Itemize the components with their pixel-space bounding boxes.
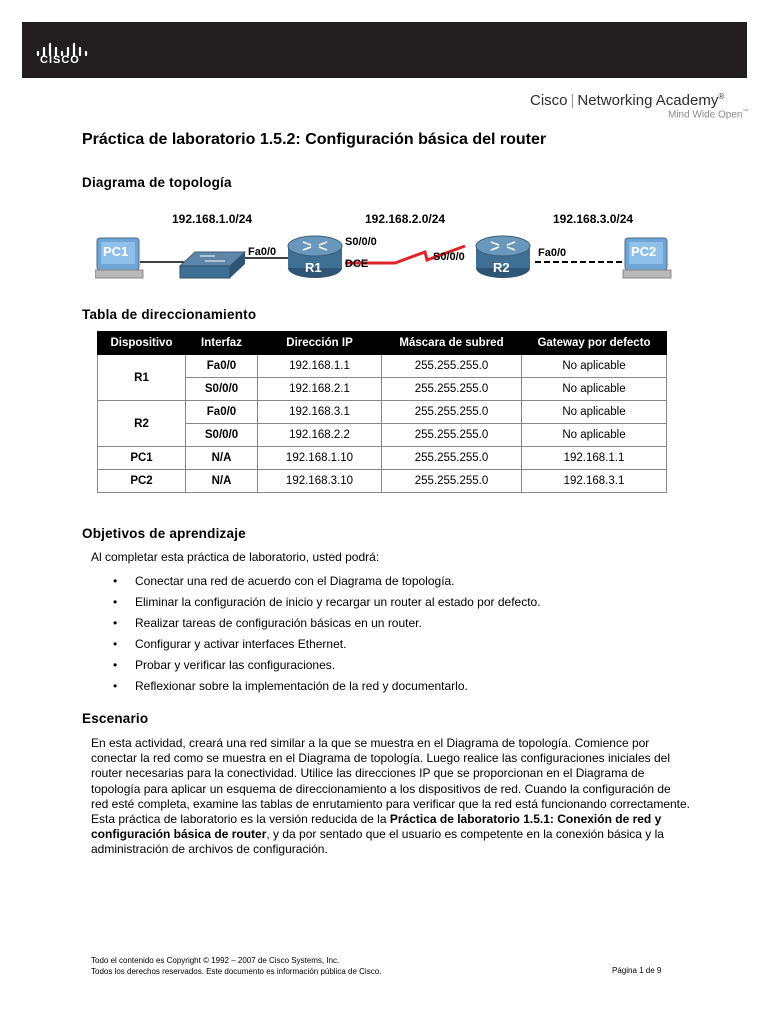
list-item: • Conectar una red de acuerdo con el Diagrama de topología. xyxy=(113,573,541,594)
table-row xyxy=(98,470,667,493)
r1-serial-label: S0/0/0 xyxy=(345,236,377,248)
r1-fa-label: Fa0/0 xyxy=(248,246,277,258)
addressing-table xyxy=(97,331,667,493)
cell-ip: 192.168.3.10 xyxy=(258,470,382,493)
pc2-icon xyxy=(623,238,671,278)
table-header-row xyxy=(98,332,667,355)
scenario-lab-reference: Práctica de laboratorio 1.5.1: Conexión de red y configuración básica de router xyxy=(91,812,662,842)
cell-interface: Fa0/0 xyxy=(186,401,258,424)
col-header-ip: Dirección IP xyxy=(258,332,382,355)
cell-ip: 192.168.1.1 xyxy=(258,355,382,378)
r2-fa-label: Fa0/0 xyxy=(538,247,567,259)
document-title: Práctica de laboratorio 1.5.2: Configuración básica del router xyxy=(82,131,547,148)
footer-copyright xyxy=(91,955,381,977)
cell-interface: S0/0/0 xyxy=(186,424,258,447)
switch-icon xyxy=(180,252,245,278)
cell-interface: N/A xyxy=(186,470,258,493)
networking-academy-logo: Cisco | Networking Academy® Mind Wide Open™ xyxy=(530,92,749,121)
cell-interface: N/A xyxy=(186,447,258,470)
cell-gateway: 192.168.3.1 xyxy=(522,470,667,493)
list-item: • Probar y verificar las configuraciones. xyxy=(113,657,541,678)
footer-line-2: Todos los derechos reservados. Este documento es información pública de Cisco. xyxy=(91,967,382,976)
list-item: • Configurar y activar interfaces Ethernet. xyxy=(113,636,541,657)
cell-device: PC1 xyxy=(98,447,186,470)
router-r2-icon xyxy=(476,236,530,278)
cell-mask: 255.255.255.0 xyxy=(382,470,522,493)
academy-brand: Cisco xyxy=(530,92,568,109)
cell-ip: 192.168.2.1 xyxy=(258,378,382,401)
topology-diagram xyxy=(95,208,675,298)
addressing-table-heading: Tabla de direccionamiento xyxy=(82,307,257,322)
dce-label: DCE xyxy=(345,258,369,270)
col-header-mask: Máscara de subred xyxy=(382,332,522,355)
page-number: Página 1 de 9 xyxy=(612,966,662,975)
cisco-logo-text: CISCO xyxy=(40,54,80,66)
cisco-header-bar xyxy=(22,22,747,78)
topology-heading: Diagrama de topología xyxy=(82,175,232,190)
footer-line-1: Todo el contenido es Copyright © 1992 – 2007 de Cisco Systems, Inc. xyxy=(91,956,340,965)
table-row xyxy=(98,401,667,424)
cell-mask: 255.255.255.0 xyxy=(382,447,522,470)
table-row xyxy=(98,355,667,378)
objectives-intro: Al completar esta práctica de laboratorio, usted podrá: xyxy=(91,550,380,564)
cell-ip: 192.168.1.10 xyxy=(258,447,382,470)
col-header-gateway: Gateway por defecto xyxy=(522,332,667,355)
scenario-heading: Escenario xyxy=(82,711,149,726)
r2-serial-label: S0/0/0 xyxy=(433,251,465,263)
cell-device: R1 xyxy=(98,355,186,401)
scenario-text-start: En esta actividad, creará una red similar a la que se muestra en el Diagrama de topología. Comience por conectar la red como se muestra en el Diagrama de topología. Luego realice las configuraciones iniciales del router necesarias para la conectividad. Utilice las direcciones IP que se proporcionan en el Diagrama de topología para aplicar un esquema de direccionamiento a los dispositivos de red. Cuando la configuración de red esté completa, examine las tablas de enrutamiento para verificar que la red está funcionando correctamente. Esta práctica de laboratorio es la versión reducida de la xyxy=(91,736,691,827)
objectives-list xyxy=(113,573,541,699)
r1-label: R1 xyxy=(305,260,322,275)
net3-label: 192.168.3.0/24 xyxy=(553,212,634,226)
cell-mask: 255.255.255.0 xyxy=(382,355,522,378)
table-row xyxy=(98,447,667,470)
scenario-paragraph xyxy=(91,736,691,858)
pc2-label: PC2 xyxy=(631,244,657,259)
scenario-text-end: , y da por sentado que el usuario es competente en la conexión básica y la administración de archivos de configuración. xyxy=(91,827,664,857)
objectives-heading: Objetivos de aprendizaje xyxy=(82,526,246,541)
net1-label: 192.168.1.0/24 xyxy=(172,212,253,226)
col-header-interface: Interfaz xyxy=(186,332,258,355)
cell-device: R2 xyxy=(98,401,186,447)
cell-device: PC2 xyxy=(98,470,186,493)
cell-gateway: 192.168.1.1 xyxy=(522,447,667,470)
cell-gateway: No aplicable xyxy=(522,378,667,401)
cell-mask: 255.255.255.0 xyxy=(382,424,522,447)
cell-ip: 192.168.3.1 xyxy=(258,401,382,424)
router-r1-icon xyxy=(288,236,342,278)
pc1-icon xyxy=(95,238,143,278)
cell-mask: 255.255.255.0 xyxy=(382,378,522,401)
cell-mask: 255.255.255.0 xyxy=(382,401,522,424)
col-header-device: Dispositivo xyxy=(98,332,186,355)
cell-interface: S0/0/0 xyxy=(186,378,258,401)
academy-name: Networking Academy xyxy=(577,92,719,109)
cell-gateway: No aplicable xyxy=(522,424,667,447)
list-item: • Eliminar la configuración de inicio y recargar un router al estado por defecto. xyxy=(113,594,541,615)
list-item: • Reflexionar sobre la implementación de la red y documentarlo. xyxy=(113,678,541,699)
academy-trademark: ™ xyxy=(742,109,749,115)
academy-tagline: Mind Wide Open xyxy=(668,109,743,121)
cell-interface: Fa0/0 xyxy=(186,355,258,378)
list-item: • Realizar tareas de configuración básicas en un router. xyxy=(113,615,541,636)
cell-gateway: No aplicable xyxy=(522,355,667,378)
pc1-label: PC1 xyxy=(103,244,129,259)
net2-label: 192.168.2.0/24 xyxy=(365,212,446,226)
r2-label: R2 xyxy=(493,260,510,275)
academy-registered-mark: ® xyxy=(718,92,725,101)
cell-gateway: No aplicable xyxy=(522,401,667,424)
cell-ip: 192.168.2.2 xyxy=(258,424,382,447)
